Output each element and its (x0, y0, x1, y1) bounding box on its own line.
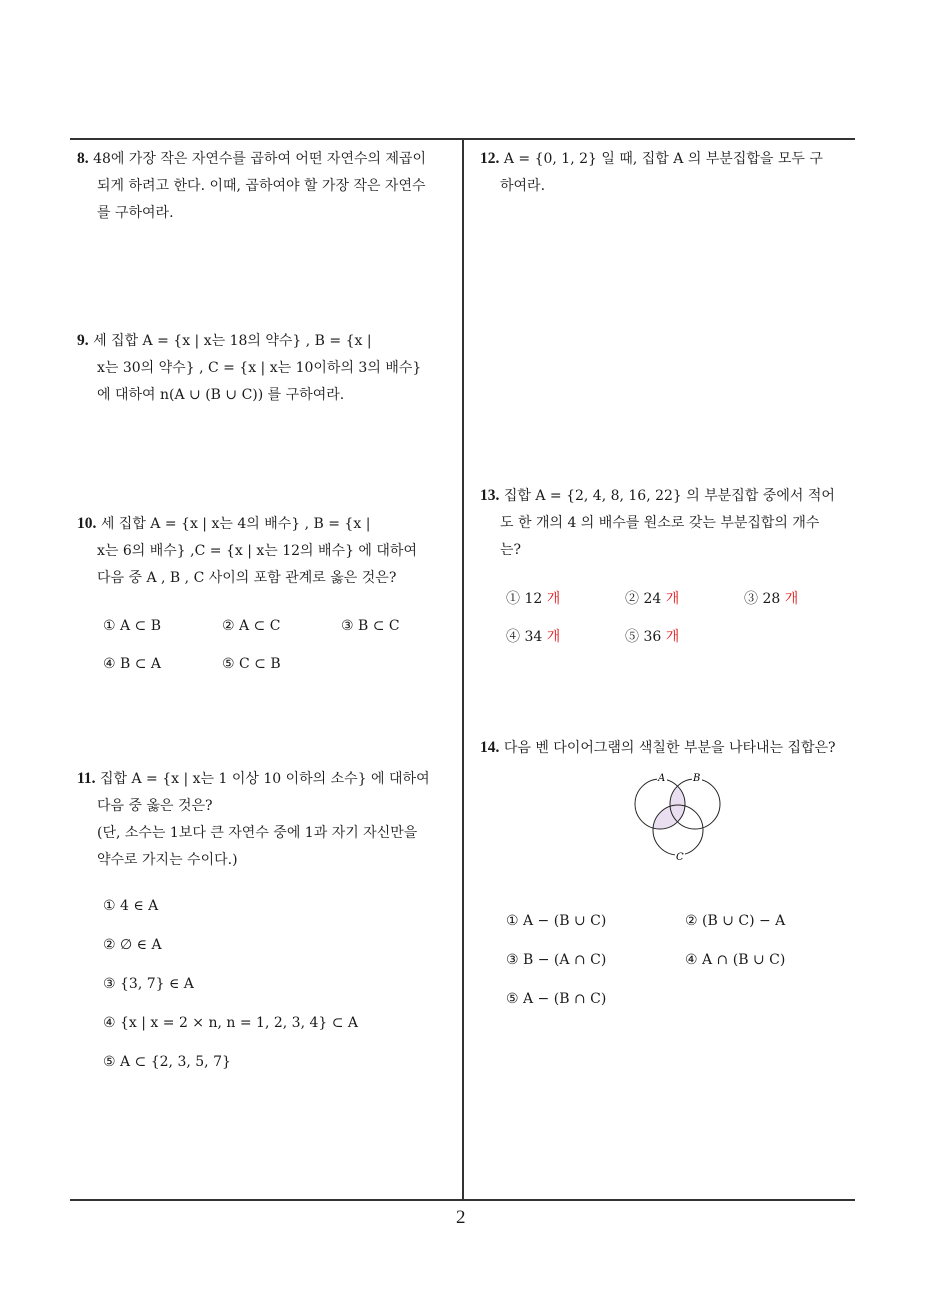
question-line: 다음 중 옳은 것은? (97, 798, 213, 814)
question-number: 13. (480, 487, 500, 504)
question-line: 하여라. (500, 178, 546, 194)
choice-4[interactable]: ④ {x | x = 2 × n, n = 1, 2, 3, 4} ⊂ A (103, 1015, 359, 1031)
question-line: 약수로 가지는 수이다.) (97, 852, 238, 868)
choice-1[interactable]: ① A − (B ∪ C) (506, 913, 607, 929)
venn-label-a: A (658, 773, 666, 784)
choice-4[interactable]: ④ B ⊂ A (103, 656, 162, 672)
question-line: A = {0, 1, 2} 일 때, 집합 A 의 부분집합을 모두 구 (503, 151, 823, 167)
question-line: 되게 하려고 한다. 이때, 곱하여야 할 가장 작은 자연수 (97, 178, 426, 194)
question-line: 48에 가장 작은 자연수를 곱하여 어떤 자연수의 제곱이 (93, 151, 427, 167)
choice-unit: 개 (665, 591, 680, 607)
choice-1[interactable] (506, 588, 560, 608)
choice-value: ① 12 (506, 591, 543, 607)
choice-1[interactable]: ① A ⊂ B (103, 618, 162, 634)
choice-unit: 개 (546, 629, 561, 645)
question-line: 집합 A = {x | x는 1 이상 10 이하의 소수} 에 대하여 (99, 771, 430, 787)
question-9 (77, 327, 457, 409)
question-line: 다음 벤 다이어그램의 색칠한 부분을 나타내는 집합은? (503, 740, 836, 756)
choice-2[interactable]: ② ∅ ∈ A (103, 937, 162, 953)
venn-label-b: B (693, 773, 701, 784)
question-number: 9. (77, 332, 89, 349)
question-line: 는? (500, 542, 522, 558)
question-line: x는 30의 약수} , C = {x | x는 10이하의 3의 배수} (97, 360, 422, 376)
question-8 (77, 145, 457, 227)
venn-diagram (630, 770, 730, 866)
page-number: 2 (456, 1207, 466, 1228)
choice-5[interactable]: ⑤ A ⊂ {2, 3, 5, 7} (103, 1054, 231, 1070)
question-line: 집합 A = {2, 4, 8, 16, 22} 의 부분집합 중에서 적어 (503, 488, 835, 504)
bottom-rule (70, 1199, 855, 1201)
question-number: 11. (77, 770, 96, 787)
choice-value: ④ 34 (506, 629, 543, 645)
question-line: 도 한 개의 4 의 배수를 원소로 갖는 부분집합의 개수 (500, 515, 820, 531)
choice-1[interactable]: ① 4 ∈ A (103, 898, 159, 914)
column-divider (462, 138, 464, 1201)
question-14 (480, 734, 870, 762)
question-12 (480, 145, 860, 200)
choice-2[interactable] (625, 588, 679, 608)
choice-value: ⑤ 36 (625, 629, 662, 645)
choice-3[interactable]: ③ B ⊂ C (341, 618, 400, 634)
choice-5[interactable]: ⑤ A − (B ∩ C) (506, 991, 607, 1007)
question-number: 12. (480, 150, 500, 167)
question-line: 를 구하여라. (97, 205, 174, 221)
choice-4[interactable]: ④ A ∩ (B ∪ C) (685, 952, 786, 968)
question-line: 세 집합 A = {x | x는 18의 약수} , B = {x | (93, 333, 372, 349)
question-10 (77, 510, 457, 592)
choice-2[interactable]: ② (B ∪ C) − A (685, 913, 786, 929)
choice-3[interactable] (744, 588, 798, 608)
question-number: 8. (77, 150, 89, 167)
choice-3[interactable]: ③ {3, 7} ∈ A (103, 976, 194, 992)
choice-unit: 개 (546, 591, 561, 607)
question-number: 10. (77, 515, 97, 532)
venn-label-c: C (676, 852, 684, 863)
question-line: 에 대하여 n(A ∪ (B ∪ C)) 를 구하여라. (97, 387, 345, 403)
choice-value: ② 24 (625, 591, 662, 607)
choice-4[interactable] (506, 626, 560, 646)
choice-5[interactable]: ⑤ C ⊂ B (222, 656, 281, 672)
question-number: 14. (480, 739, 500, 756)
question-11 (77, 765, 457, 874)
choice-unit: 개 (665, 629, 680, 645)
choice-2[interactable]: ② A ⊂ C (222, 618, 281, 634)
question-13 (480, 482, 860, 564)
choice-5[interactable] (625, 626, 679, 646)
question-line: 다음 중 A , B , C 사이의 포함 관계로 옳은 것은? (97, 570, 397, 586)
question-line: 세 집합 A = {x | x는 4의 배수} , B = {x | (100, 516, 371, 532)
choice-value: ③ 28 (744, 591, 781, 607)
choice-3[interactable]: ③ B − (A ∩ C) (506, 952, 607, 968)
choice-unit: 개 (784, 591, 799, 607)
question-line: (단, 소수는 1보다 큰 자연수 중에 1과 자기 자신만을 (97, 825, 418, 841)
question-line: x는 6의 배수} ,C = {x | x는 12의 배수} 에 대하여 (97, 543, 417, 559)
